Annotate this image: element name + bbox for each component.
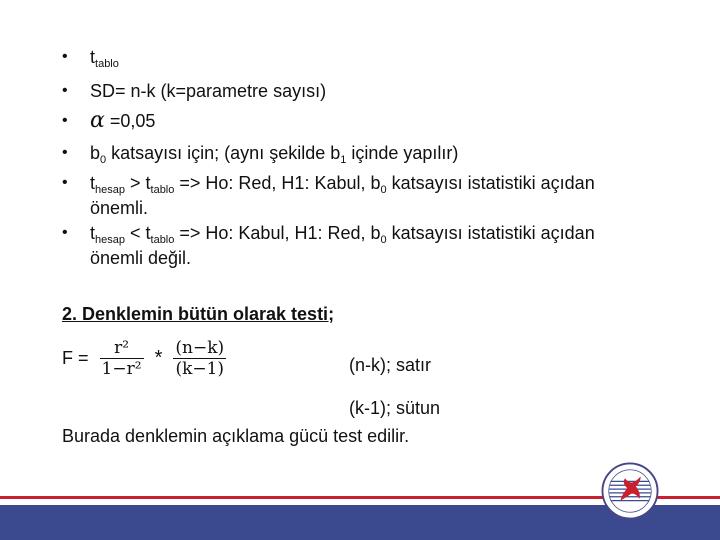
- bullet-text: < t: [125, 223, 151, 243]
- f-formula: [62, 338, 226, 379]
- section-title: 2. Denklemin bütün olarak testi;: [62, 304, 335, 324]
- subscript: tablo: [150, 234, 175, 246]
- bullet-text: t: [90, 47, 96, 67]
- bullet-item: [62, 46, 650, 71]
- fraction-denominator: (k−1): [175, 359, 225, 379]
- subscript: tablo: [150, 184, 175, 196]
- fraction-numerator: (n−k): [175, 338, 225, 358]
- bullet-text: b: [90, 143, 101, 163]
- university-seal-icon: [601, 462, 659, 520]
- bullet-text: içinde yapılır): [346, 143, 459, 163]
- bullet-item: [62, 80, 650, 102]
- alpha-symbol: α: [90, 108, 105, 133]
- bullet-text: katsayısı için; (aynı şekilde b: [106, 143, 341, 163]
- subscript: 0: [100, 154, 107, 166]
- note-col-degrees: (k-1); sütun: [349, 398, 441, 418]
- bullet-text: => Ho: Red, H1: Kabul, b: [174, 173, 381, 193]
- bullet-icon: •: [62, 144, 68, 161]
- bullet-text: t: [90, 173, 96, 193]
- fraction-r-squared: [100, 338, 144, 379]
- fraction-numerator: r²: [100, 338, 144, 359]
- bullet-item: [62, 110, 650, 132]
- bullet-text: =0,05: [104, 111, 156, 131]
- fraction-denominator: 1−r²: [101, 359, 142, 379]
- bullet-icon: •: [62, 224, 68, 241]
- bullet-icon: •: [62, 174, 68, 191]
- fraction-degrees: [173, 338, 226, 379]
- closing-text: Burada denklemin açıklama gücü test edilir.: [62, 426, 410, 446]
- subscript: 1: [340, 154, 347, 166]
- subscript: tablo: [95, 58, 119, 70]
- bullet-text: t: [90, 223, 96, 243]
- subscript: 0: [380, 184, 387, 196]
- subscript: 0: [380, 234, 387, 246]
- bullet-text: katsayısı istatistiki açıdan önemli değil.: [90, 223, 595, 268]
- bullet-icon: •: [62, 82, 68, 99]
- bullet-item: [62, 142, 650, 167]
- bullet-text: katsayısı istatistiki açıdan önemli.: [90, 173, 595, 218]
- bullet-item: [62, 222, 650, 269]
- bullet-item: [62, 172, 650, 219]
- bullet-text: => Ho: Kabul, H1: Red, b: [174, 223, 381, 243]
- multiply-operator: *: [154, 347, 163, 369]
- formula-lhs: F =: [62, 348, 89, 368]
- subscript: hesap: [95, 184, 125, 196]
- note-row-degrees: (n-k); satır: [349, 355, 432, 375]
- bullet-icon: •: [62, 48, 68, 65]
- bullet-text: SD= n-k (k=parametre sayısı): [90, 81, 327, 101]
- bullet-text: > t: [125, 173, 151, 193]
- subscript: hesap: [95, 234, 125, 246]
- bullet-icon: •: [62, 112, 68, 129]
